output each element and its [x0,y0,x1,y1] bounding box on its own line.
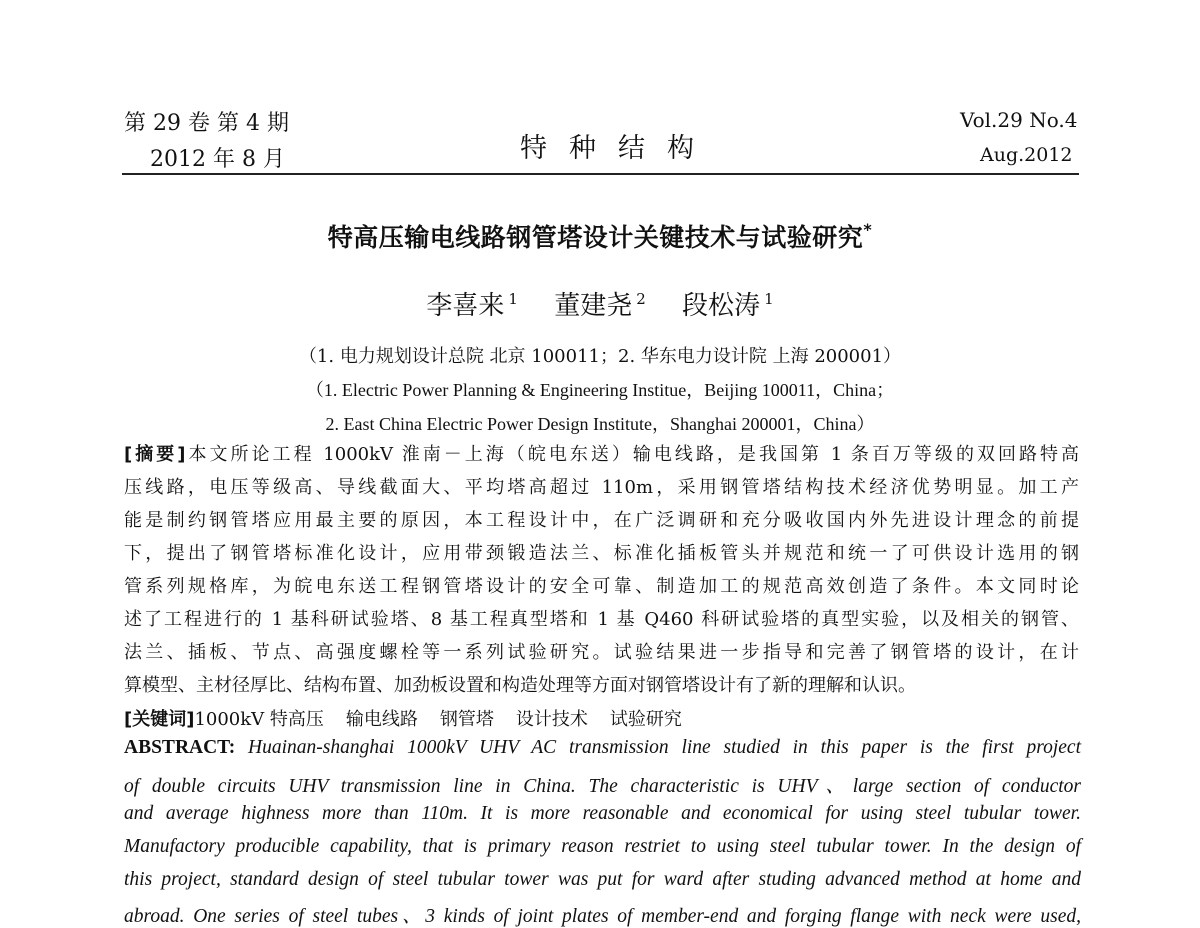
author-list [0,285,1200,322]
keyword: 1000kV 特高压 [194,709,324,730]
keywords-line [124,705,704,731]
title-footnote-mark: * [863,219,873,239]
abstract-en-line: abroad. One series of steel tubes、3 kinds of joint plates of member-end and forging flange with neck were used, [124,906,1081,927]
author [426,291,518,321]
abstract-cn-line: 下，提出了钢管塔标准化设计，应用带颈锻造法兰、标准化插板管头并规范和统一了可供设计选用的钢 [124,543,1079,564]
author [554,291,646,321]
journal-name: 特种结构 [520,133,716,164]
abstract-cn-text: 本文所论工程 1000kV 淮南－上海（皖电东送）输电线路，是我国第 1 条百万等级的双回路特高 [185,444,1080,465]
abstract-cn-line: 管系列规格库，为皖电东送工程钢管塔设计的安全可靠、制造加工的规范高效创造了条件。本文同时论 [124,576,1079,597]
abstract-en-text: Huainan-shanghai 1000kV UHV AC transmission line studied in this paper is the first project [248,737,1081,758]
abstract-cn-line: 压线路，电压等级高、导线截面大、平均塔高超过 110m，采用钢管塔结构技术经济优势明显。加工产 [124,477,1079,498]
date-en: Aug.2012 [980,144,1073,166]
keyword: 设计技术 [515,709,588,730]
abstract-cn-label: [摘要] [124,444,186,465]
author-affiliation-mark: 1 [508,290,518,309]
author-name: 段松涛 [682,291,761,321]
volume-issue-en: Vol.29 No.4 [960,108,1078,132]
author-name: 李喜来 [426,291,505,321]
author-name: 董建尧 [554,291,633,321]
keywords-label: [关键词] [124,709,195,730]
abstract-en-line: and average highness more than 110m. It is more reasonable and economical for using steel tubular tower. [124,803,1081,824]
author [682,291,774,321]
abstract-cn-line: 法兰、插板、节点、高强度螺栓等一系列试验研究。试验结果进一步指导和完善了钢管塔的设计，在计 [124,642,1079,663]
header-divider [122,173,1079,175]
abstract-en-line [124,737,1081,759]
paper-title [0,218,1200,254]
affiliation-en-line: 2. East China Electric Power Design Institute，Shanghai 200001，China） [325,414,875,434]
abstract-cn-line [124,440,1079,466]
affiliation-cn: （1. 电力规划设计总院 北京 100011；2. 华东电力设计院 上海 200001） [298,346,902,367]
keyword: 试验研究 [609,709,682,730]
author-affiliation-mark: 2 [636,290,646,309]
keyword: 钢管塔 [439,709,494,730]
abstract-en-label: ABSTRACT: [124,737,236,758]
abstract-en-line: this project, standard design of steel tubular tower was put for ward after studing advanced method at home and [124,869,1081,890]
date-cn: 2012 年 8 月 [150,147,285,172]
abstract-cn-line: 能是制约钢管塔应用最主要的原因，本工程设计中，在广泛调研和充分吸收国内外先进设计理念的前提 [124,510,1079,531]
keyword: 输电线路 [345,709,418,730]
abstract-en-line: of double circuits UHV transmission line in China. The characteristic is UHV、large section of conductor [124,776,1081,797]
abstract-cn-line: 算模型、主材径厚比、结构布置、加劲板设置和构造处理等方面对钢管塔设计有了新的理解和认识。 [124,675,916,696]
author-affiliation-mark: 1 [764,290,774,309]
affiliation-en-line: （1. Electric Power Planning & Engineering Institue，Beijing 100011，China； [305,380,895,400]
abstract-cn-line: 述了工程进行的 1 基科研试验塔、8 基工程真型塔和 1 基 Q460 科研试验塔的真型实验，以及相关的钢管、 [124,609,1079,630]
abstract-en-line: Manufactory producible capability, that is primary reason restriet to using steel tubular tower. In the design of [124,836,1081,857]
paper-title-text: 特高压输电线路钢管塔设计关键技术与试验研究 [327,223,864,252]
volume-issue-cn: 第 29 卷 第 4 期 [124,111,289,136]
